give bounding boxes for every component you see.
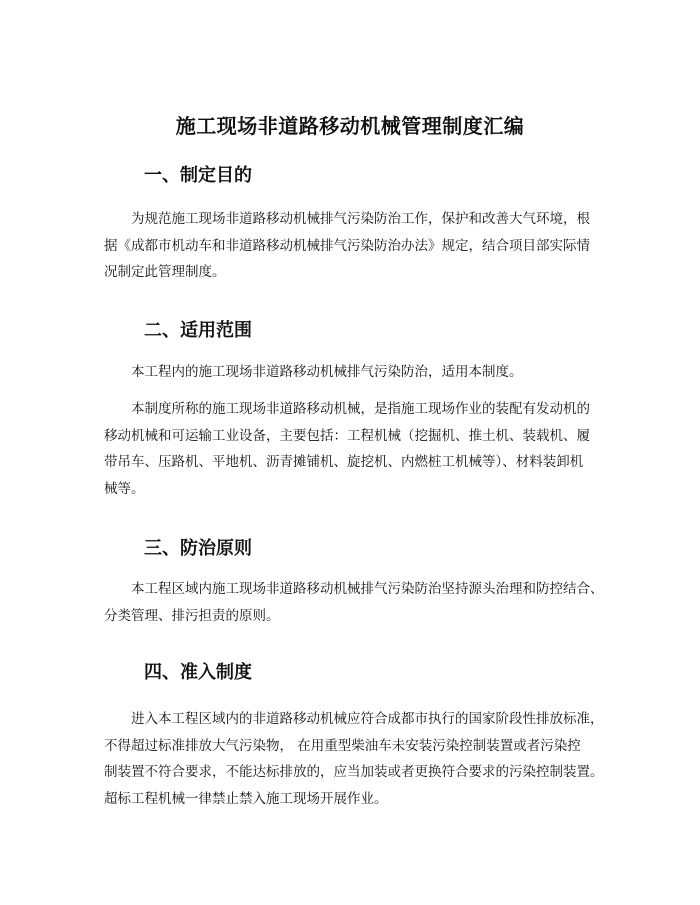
paragraph-line: 据《成都市机动车和非道路移动机械排气污染防治办法》规定，结合项目部实际情 [104,237,590,254]
document-title: 施工现场非道路移动机械管理制度汇编 [175,114,525,138]
paragraph-line: 本工程区域内施工现场非道路移动机械排气污染防治坚持源头治理和防控结合、 [131,581,604,597]
paragraph-line: 不得超过标准排放大气污染物， 在用重型柴油车未安装污染控制装置或者污染控 [104,737,581,754]
paragraph-line: 分类管理、排污担责的原则。 [104,607,280,624]
section-paragraph [104,206,606,286]
paragraph-line: 本工程内的施工现场非道路移动机械排气污染防治，适用本制度。 [131,364,523,380]
section-heading: 三、防治原则 [144,538,252,559]
paragraph-line: 移动机械和可运输工业设备，主要包括：工程机械（挖掘机、推土机、装载机、履 [104,427,590,444]
paragraph-line: 况制定此管理制度。 [104,264,226,280]
section-paragraph [104,396,606,502]
paragraph-line: 制装置不符合要求，不能达标排放的，应当加装或者更换符合要求的污染控制装置。 [104,764,604,780]
section-heading: 二、适用范围 [144,320,252,341]
section-heading: 四、准入制度 [144,662,252,683]
paragraph-line: 械等。 [104,480,145,497]
section-paragraph [104,576,606,629]
paragraph-line: 带吊车、压路机、平地机、沥青摊铺机、旋挖机、内燃桩工机械等）、材料装卸机 [104,454,584,470]
section-paragraph [104,706,606,812]
paragraph-line: 进入本工程区域内的非道路移动机械应符合成都市执行的国家阶段性排放标准， [131,711,604,727]
paragraph-line: 本制度所称的施工现场非道路移动机械，是指施工现场作业的装配有发动机的 [131,401,590,417]
paragraph-line: 超标工程机械一律禁止禁入施工现场开展作业。 [104,790,388,807]
section-paragraph [104,359,606,386]
paragraph-line: 为规范施工现场非道路移动机械排气污染防治工作，保护和改善大气环境，根 [131,211,590,227]
section-heading: 一、制定目的 [144,165,252,186]
